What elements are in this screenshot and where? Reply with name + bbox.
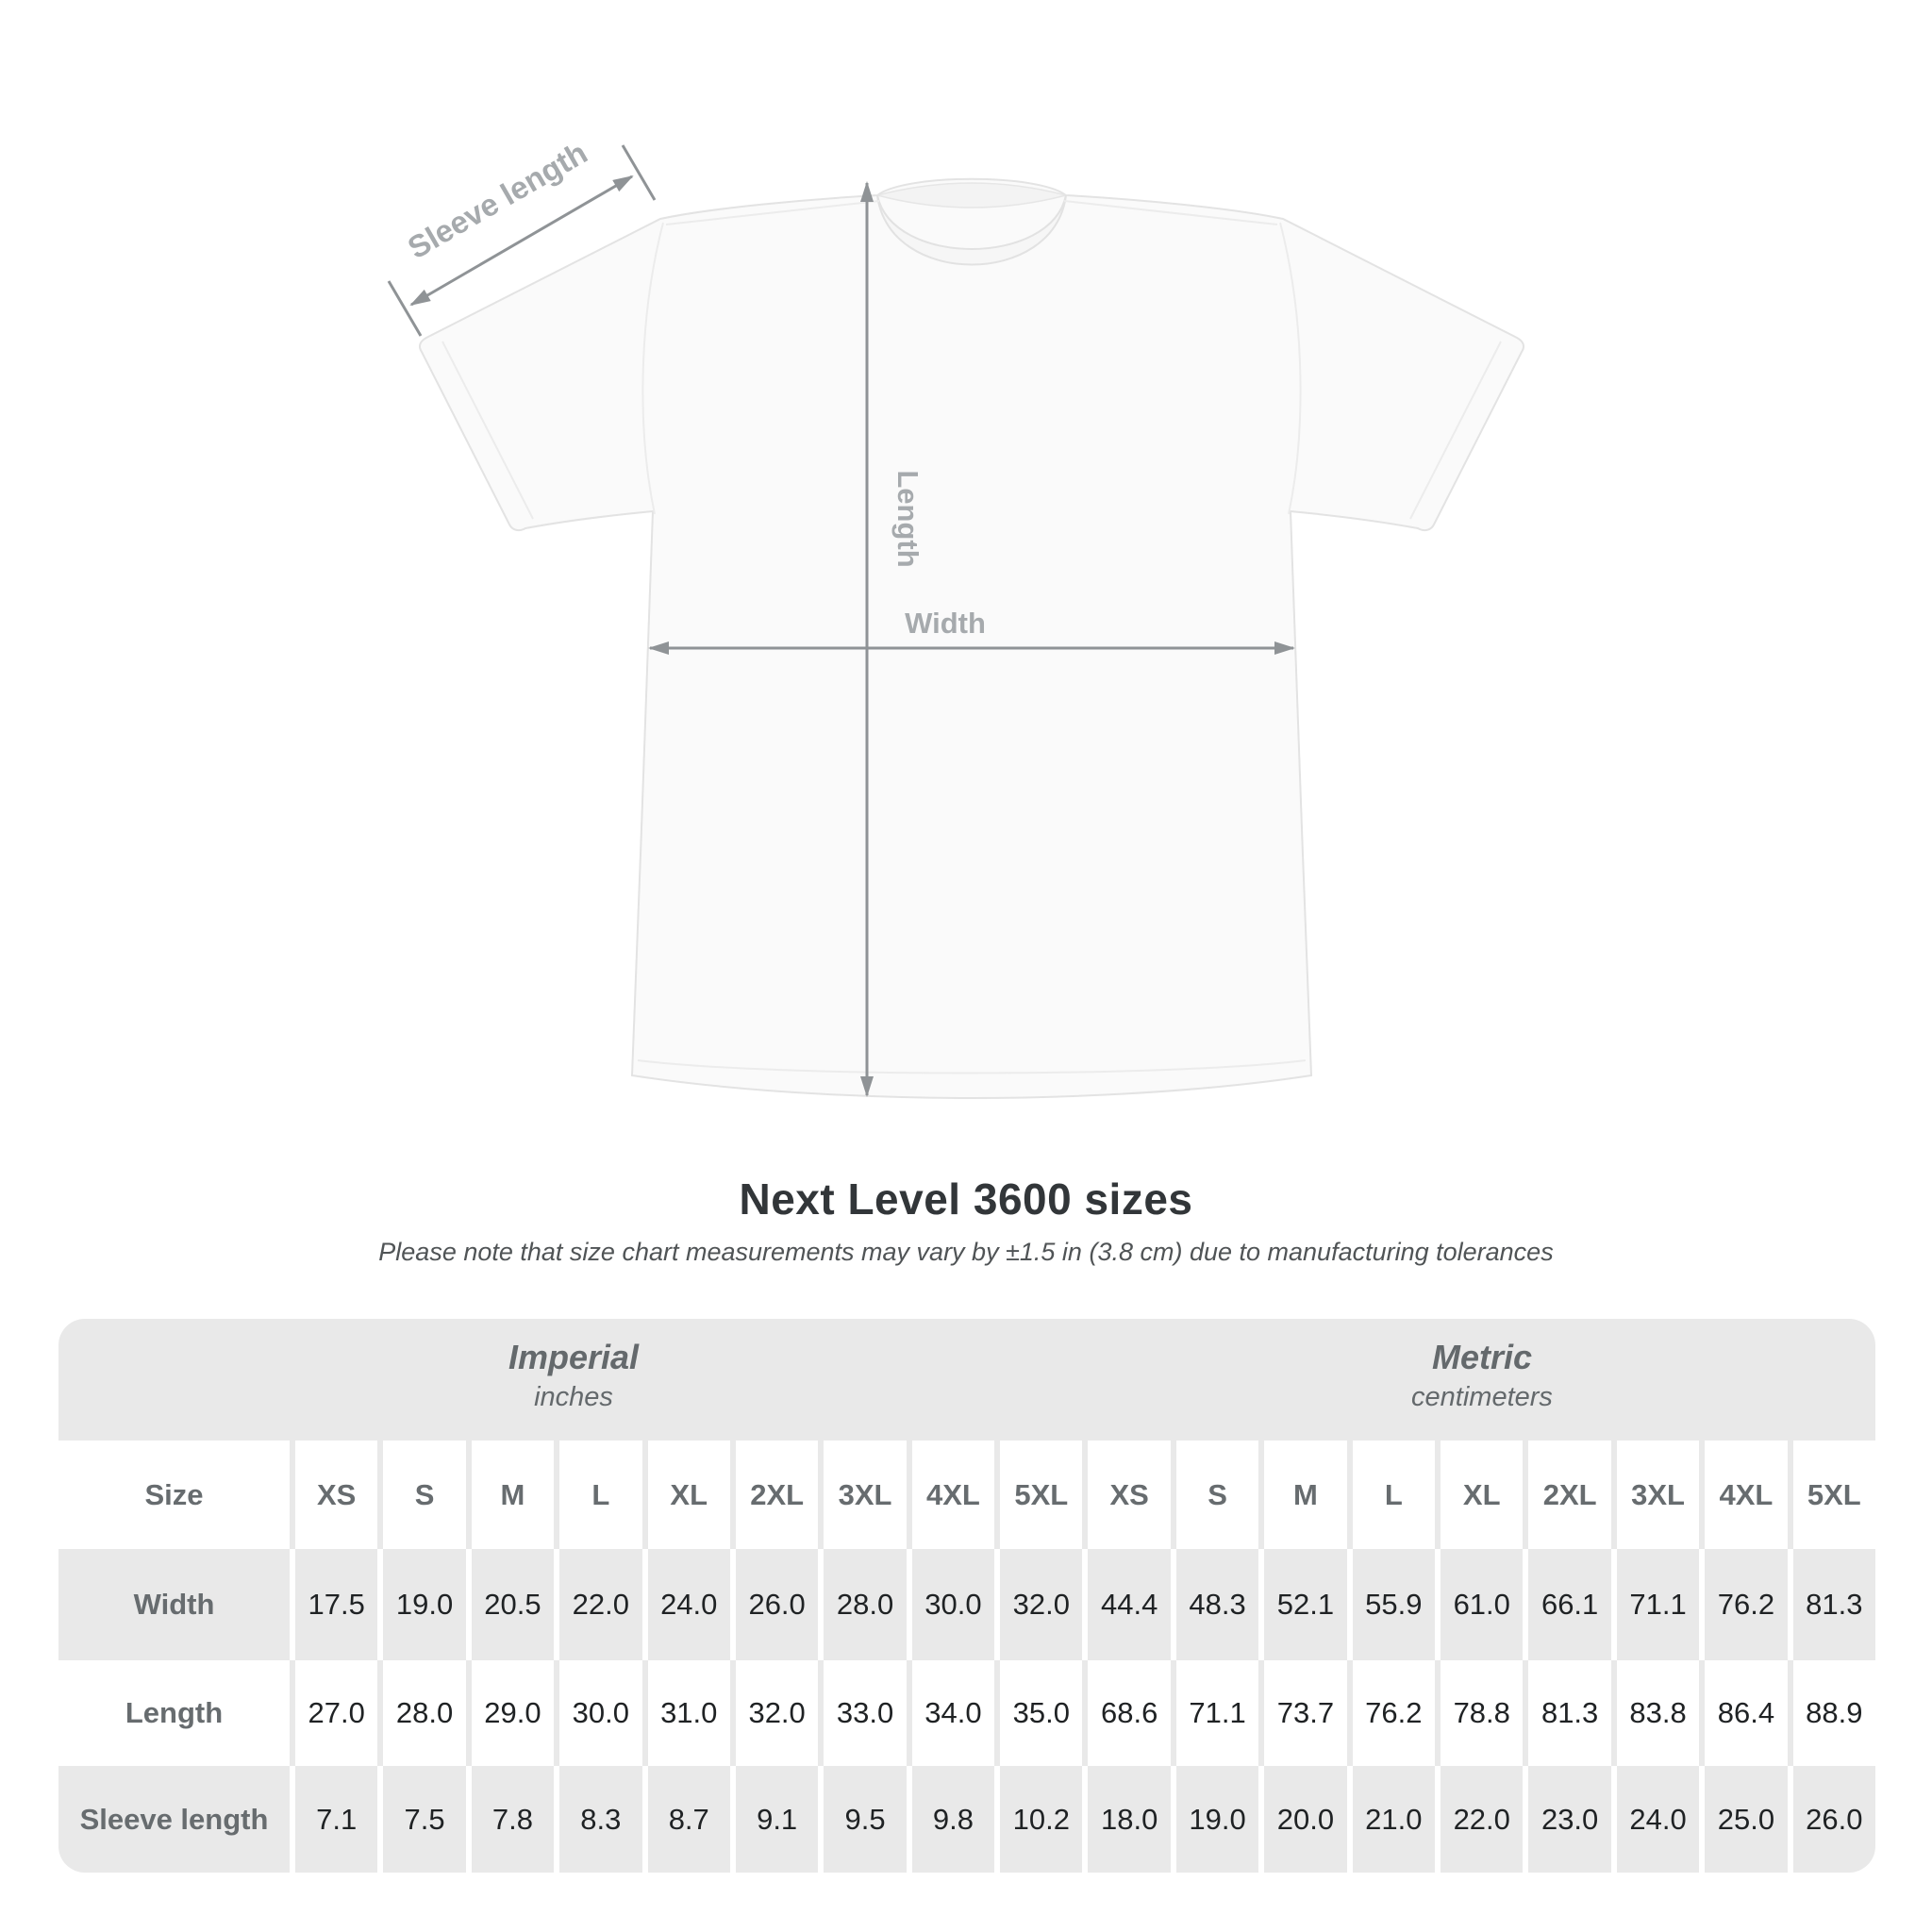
value-cell: 19.0 bbox=[1176, 1766, 1258, 1873]
value-cell: 76.2 bbox=[1705, 1549, 1787, 1660]
page-subtitle: Please note that size chart measurements may vary by ±1.5 in (3.8 cm) due to manufacturing tolerances bbox=[378, 1238, 1554, 1266]
value-cell: 23.0 bbox=[1528, 1766, 1610, 1873]
value-cell: 31.0 bbox=[648, 1660, 730, 1766]
value-cell: 88.9 bbox=[1793, 1660, 1875, 1766]
value-cell: 78.8 bbox=[1441, 1660, 1523, 1766]
width-label: Width bbox=[905, 607, 986, 640]
value-cell: 17.5 bbox=[295, 1549, 377, 1660]
metric-label: Metric bbox=[1431, 1338, 1533, 1376]
value-cell: 7.5 bbox=[383, 1766, 465, 1873]
size-header-imperial: XS bbox=[295, 1441, 377, 1549]
value-cell: 20.0 bbox=[1264, 1766, 1346, 1873]
value-cell: 24.0 bbox=[648, 1549, 730, 1660]
value-cell: 7.1 bbox=[295, 1766, 377, 1873]
value-cell: 18.0 bbox=[1088, 1766, 1170, 1873]
unit-banner bbox=[58, 1319, 1875, 1441]
size-column-header: Size bbox=[58, 1441, 290, 1549]
size-header-imperial: 2XL bbox=[736, 1441, 818, 1549]
length-label: Length bbox=[891, 470, 924, 568]
value-cell: 71.1 bbox=[1176, 1660, 1258, 1766]
value-cell: 10.2 bbox=[1000, 1766, 1082, 1873]
value-cell: 27.0 bbox=[295, 1660, 377, 1766]
size-header-metric: 3XL bbox=[1617, 1441, 1699, 1549]
value-cell: 32.0 bbox=[736, 1660, 818, 1766]
size-header-imperial: 4XL bbox=[912, 1441, 994, 1549]
value-cell: 9.1 bbox=[736, 1766, 818, 1873]
value-cell: 48.3 bbox=[1176, 1549, 1258, 1660]
size-header-metric: 2XL bbox=[1528, 1441, 1610, 1549]
size-header-metric: 4XL bbox=[1705, 1441, 1787, 1549]
value-cell: 34.0 bbox=[912, 1660, 994, 1766]
row-label: Length bbox=[58, 1660, 290, 1766]
size-header-imperial: M bbox=[472, 1441, 554, 1549]
value-cell: 73.7 bbox=[1264, 1660, 1346, 1766]
row-label: Width bbox=[58, 1549, 290, 1660]
sleeve-length-end-tick bbox=[623, 145, 655, 200]
value-cell: 9.8 bbox=[912, 1766, 994, 1873]
value-cell: 28.0 bbox=[383, 1660, 465, 1766]
page-title: Next Level 3600 sizes bbox=[739, 1174, 1193, 1224]
value-cell: 22.0 bbox=[1441, 1766, 1523, 1873]
size-header-imperial: 5XL bbox=[1000, 1441, 1082, 1549]
value-cell: 55.9 bbox=[1353, 1549, 1435, 1660]
table-header-row bbox=[58, 1441, 1875, 1549]
value-cell: 30.0 bbox=[912, 1549, 994, 1660]
row-label: Sleeve length bbox=[58, 1766, 290, 1873]
value-cell: 30.0 bbox=[559, 1660, 641, 1766]
value-cell: 25.0 bbox=[1705, 1766, 1787, 1873]
value-cell: 26.0 bbox=[1793, 1766, 1875, 1873]
value-cell: 19.0 bbox=[383, 1549, 465, 1660]
value-cell: 83.8 bbox=[1617, 1660, 1699, 1766]
table-row-sleeve-length bbox=[58, 1766, 1875, 1873]
sleeve-length-start-tick bbox=[389, 281, 421, 336]
value-cell: 81.3 bbox=[1793, 1549, 1875, 1660]
value-cell: 76.2 bbox=[1353, 1660, 1435, 1766]
size-chart-table bbox=[58, 1319, 1875, 1873]
value-cell: 24.0 bbox=[1617, 1766, 1699, 1873]
value-cell: 32.0 bbox=[1000, 1549, 1082, 1660]
value-cell: 71.1 bbox=[1617, 1549, 1699, 1660]
value-cell: 66.1 bbox=[1528, 1549, 1610, 1660]
value-cell: 8.7 bbox=[648, 1766, 730, 1873]
value-cell: 86.4 bbox=[1705, 1660, 1787, 1766]
value-cell: 21.0 bbox=[1353, 1766, 1435, 1873]
size-header-metric: XL bbox=[1441, 1441, 1523, 1549]
imperial-sublabel: inches bbox=[534, 1382, 613, 1412]
sleeve-length-label: Sleeve length bbox=[401, 134, 593, 266]
value-cell: 81.3 bbox=[1528, 1660, 1610, 1766]
value-cell: 26.0 bbox=[736, 1549, 818, 1660]
value-cell: 20.5 bbox=[472, 1549, 554, 1660]
value-cell: 22.0 bbox=[559, 1549, 641, 1660]
size-header-metric: 5XL bbox=[1793, 1441, 1875, 1549]
value-cell: 7.8 bbox=[472, 1766, 554, 1873]
value-cell: 35.0 bbox=[1000, 1660, 1082, 1766]
size-header-imperial: L bbox=[559, 1441, 641, 1549]
value-cell: 44.4 bbox=[1088, 1549, 1170, 1660]
value-cell: 68.6 bbox=[1088, 1660, 1170, 1766]
size-header-imperial: XL bbox=[648, 1441, 730, 1549]
size-header-imperial: S bbox=[383, 1441, 465, 1549]
value-cell: 52.1 bbox=[1264, 1549, 1346, 1660]
metric-sublabel: centimeters bbox=[1411, 1382, 1553, 1412]
table-row-length bbox=[58, 1660, 1875, 1766]
value-cell: 8.3 bbox=[559, 1766, 641, 1873]
imperial-label: Imperial bbox=[508, 1338, 640, 1376]
value-cell: 29.0 bbox=[472, 1660, 554, 1766]
metric-section-header bbox=[1089, 1319, 1875, 1441]
size-header-imperial: 3XL bbox=[824, 1441, 906, 1549]
size-header-metric: M bbox=[1264, 1441, 1346, 1549]
size-header-metric: L bbox=[1353, 1441, 1435, 1549]
size-header-metric: S bbox=[1176, 1441, 1258, 1549]
imperial-section-header bbox=[58, 1319, 1089, 1441]
table-row-width bbox=[58, 1549, 1875, 1660]
value-cell: 9.5 bbox=[824, 1766, 906, 1873]
size-header-metric: XS bbox=[1088, 1441, 1170, 1549]
value-cell: 33.0 bbox=[824, 1660, 906, 1766]
value-cell: 28.0 bbox=[824, 1549, 906, 1660]
value-cell: 61.0 bbox=[1441, 1549, 1523, 1660]
